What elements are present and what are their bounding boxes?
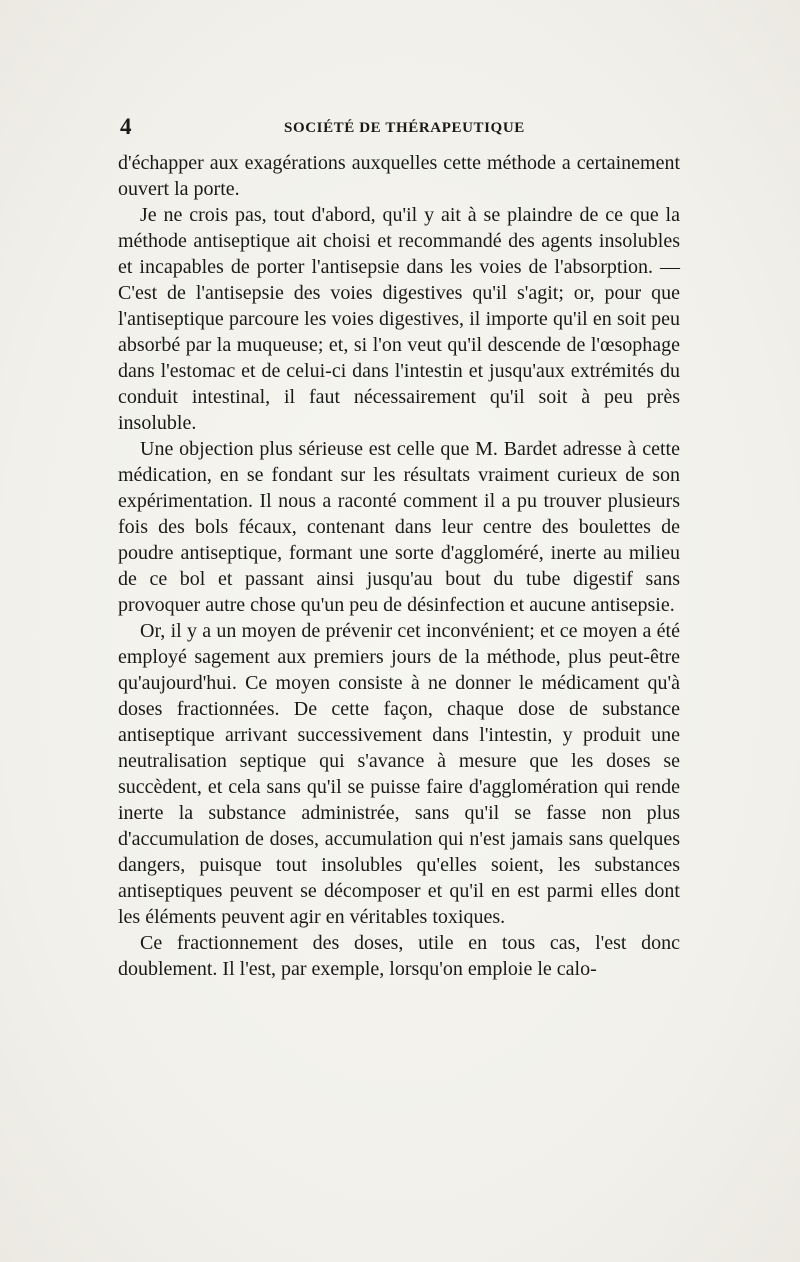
paragraph-3: Une objection plus sérieuse est celle que M. Bardet adresse à cette médication, en se fondant sur les résultats vraiment curieux de son expérimentation. Il nous a raconté comment il a pu trouver plusieurs fois des bols fécaux, contenant dans leur centre des boulettes de poudre antiseptique, formant une sorte d'aggloméré, inerte au milieu de ce bol et passant ainsi jusqu'au bout du tube digestif sans provoquer autre chose qu'un peu de désinfection et aucune antisepsie. [118, 438, 680, 616]
body-text [118, 150, 680, 982]
page-header [118, 112, 686, 142]
page-number: 4 [120, 114, 132, 139]
paragraph-1: d'échapper aux exagérations auxquelles cette méthode a certainement ouvert la porte. [118, 152, 680, 200]
paragraph-2: Je ne crois pas, tout d'abord, qu'il y ait à se plaindre de ce que la méthode antiseptique ait choisi et recommandé des agents insolubles et incapables de porter l'antisepsie dans les voies de l'absorption. — C'est de l'antisepsie des voies digestives qu'il s'agit; or, pour que l'antiseptique parcoure les voies digestives, il importe qu'il en soit peu absorbé par la muqueuse; et, si l'on veut qu'il descende de l'œsophage dans l'estomac et de celui-ci dans l'intestin et jusqu'aux extrémités du conduit intestinal, il faut nécessairement qu'il soit à peu près insoluble. [118, 204, 680, 434]
paragraph-5: Ce fractionnement des doses, utile en tous cas, l'est donc doublement. Il l'est, par exemple, lorsqu'on emploie le calo- [118, 932, 680, 980]
running-title: SOCIÉTÉ DE THÉRAPEUTIQUE [284, 120, 525, 136]
paragraph-4: Or, il y a un moyen de prévenir cet inconvénient; et ce moyen a été employé sagement aux premiers jours de la méthode, plus peut-être qu'aujourd'hui. Ce moyen consiste à ne donner le médicament qu'à doses fractionnées. De cette façon, chaque dose de substance antiseptique arrivant successivement dans l'intestin, y produit une neutralisation septique qui s'avance à mesure que les doses se succèdent, et cela sans qu'il se puisse faire d'agglomération qui rende inerte la substance administrée, sans qu'il se fasse non plus d'accumulation de doses, accumulation qui n'est jamais sans quelques dangers, puisque tout insolubles qu'elles soient, les substances antiseptiques peuvent se décomposer et qu'il en est parmi elles dont les éléments peuvent agir en véritables toxiques. [118, 620, 680, 928]
